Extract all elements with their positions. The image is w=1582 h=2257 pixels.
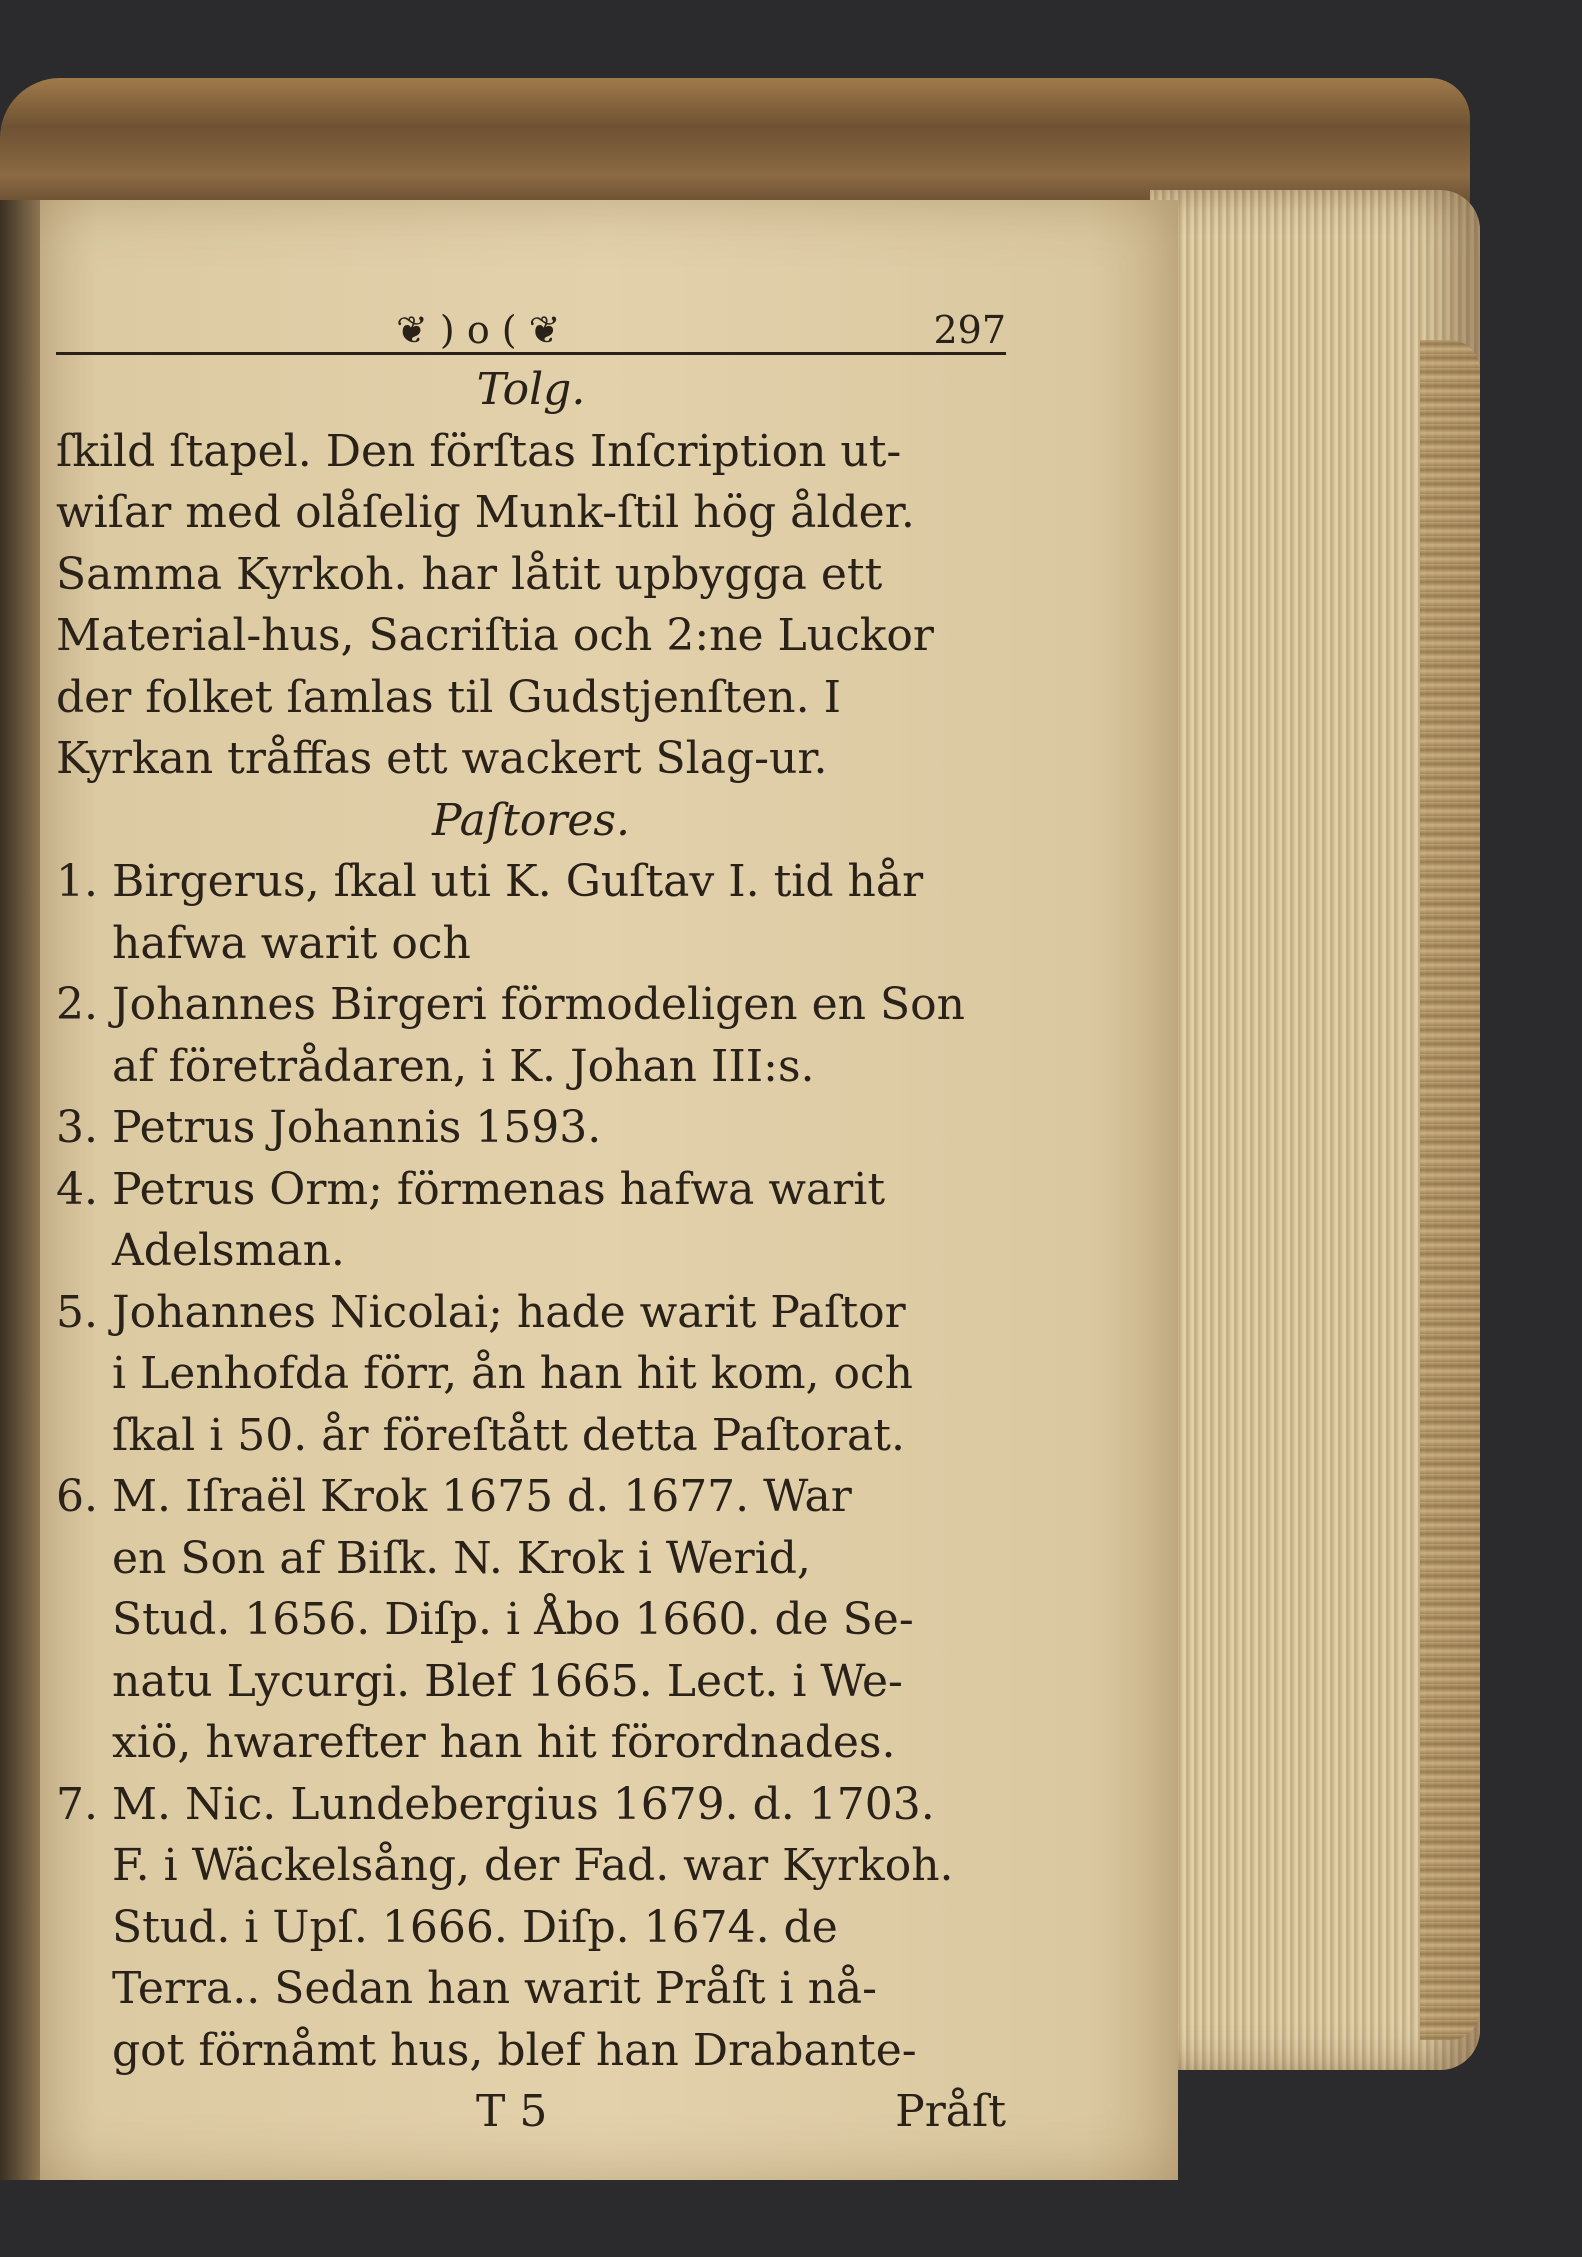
entry-6	[56, 1466, 1006, 1774]
page-footer	[56, 2081, 1006, 2143]
entry-5	[56, 1282, 1006, 1467]
paragraph	[56, 421, 1006, 790]
text-line: ſkild ſtapel. Den förſtas Inſcription ut-	[56, 425, 902, 477]
book-fore-edge	[1420, 340, 1480, 2040]
entry-line: natu Lycurgi. Blef 1665. Lect. i We-	[112, 1655, 903, 1707]
entry-2	[56, 974, 1006, 1097]
page-number: 297	[933, 308, 1006, 352]
entry-line: Johannes Birgeri förmodeligen en Son	[112, 979, 965, 1030]
entry-number: 5.	[56, 1286, 98, 1338]
entry-1	[56, 851, 1006, 974]
entry-number: 4.	[56, 1163, 98, 1215]
entry-line: hafwa warit och	[112, 917, 471, 969]
text-line: der folket ſamlas til Gudstjenſten. I	[56, 671, 841, 723]
entry-line: F. i Wäckelsång, der Fad. war Kyrkoh.	[112, 1840, 954, 1891]
entry-3	[56, 1097, 1006, 1159]
entry-line: en Son af Biſk. N. Krok i Werid,	[112, 1532, 811, 1584]
entry-number: 1.	[56, 856, 98, 907]
text-line: Kyrkan tråffas ett wackert Slag-ur.	[56, 733, 828, 784]
entry-line: Stud. 1656. Diſp. i Åbo 1660. de Se-	[112, 1594, 914, 1645]
section-heading: Tolg.	[476, 364, 586, 415]
entry-line: Birgerus, ſkal uti K. Guſtav I. tid hår	[112, 856, 924, 907]
entry-line: Petrus Johannis 1593.	[112, 1102, 602, 1153]
entry-line: Stud. i Upſ. 1666. Diſp. 1674. de	[112, 1901, 838, 1953]
entry-line: ſkal i 50. år föreſtått detta Paſtorat.	[112, 1409, 905, 1461]
entry-number: 6.	[56, 1471, 98, 1522]
page-text	[56, 300, 1006, 2143]
entry-line: M. Iſraël Krok 1675 d. 1677. War	[112, 1471, 852, 1522]
entry-line: xiö, hwarefter han hit förordnades.	[112, 1717, 896, 1768]
text-line: wiſar med olåſelig Munk-ſtil hög ålder.	[56, 487, 915, 538]
entry-7	[56, 1774, 1006, 2082]
running-header	[56, 300, 1006, 352]
book-gutter	[0, 200, 40, 2180]
catchword: Pråſt	[895, 2086, 1006, 2137]
entry-line: i Lenhofda förr, ån han hit kom, och	[112, 1348, 913, 1399]
text-line: Samma Kyrkoh. har låtit upbygga ett	[56, 548, 883, 600]
text-line: Material-hus, Sacriſtia och 2:ne Luckor	[56, 610, 934, 661]
header-ornament: ❦ ) o ( ❦	[396, 308, 561, 352]
entry-number: 2.	[56, 979, 98, 1030]
entry-line: Petrus Orm; förmenas hafwa warit	[112, 1163, 886, 1215]
entry-line: Adelsman.	[112, 1225, 345, 1276]
entry-line: Terra.. Sedan han warit Pråſt i nå-	[112, 1963, 878, 2014]
entry-number: 7.	[56, 1778, 98, 1830]
entry-line: af företrådaren, i K. Johan III:s.	[112, 1040, 815, 1092]
entry-line: Johannes Nicolai; hade warit Paſtor	[112, 1286, 906, 1338]
entry-4	[56, 1159, 1006, 1282]
entry-line: got förnåmt hus, blef han Drabante-	[112, 2024, 917, 2076]
entry-line: M. Nic. Lundebergius 1679. d. 1703.	[112, 1778, 935, 1830]
entry-number: 3.	[56, 1102, 98, 1153]
signature-mark: T 5	[476, 2086, 548, 2137]
pastores-heading: Paſtores.	[432, 794, 630, 846]
